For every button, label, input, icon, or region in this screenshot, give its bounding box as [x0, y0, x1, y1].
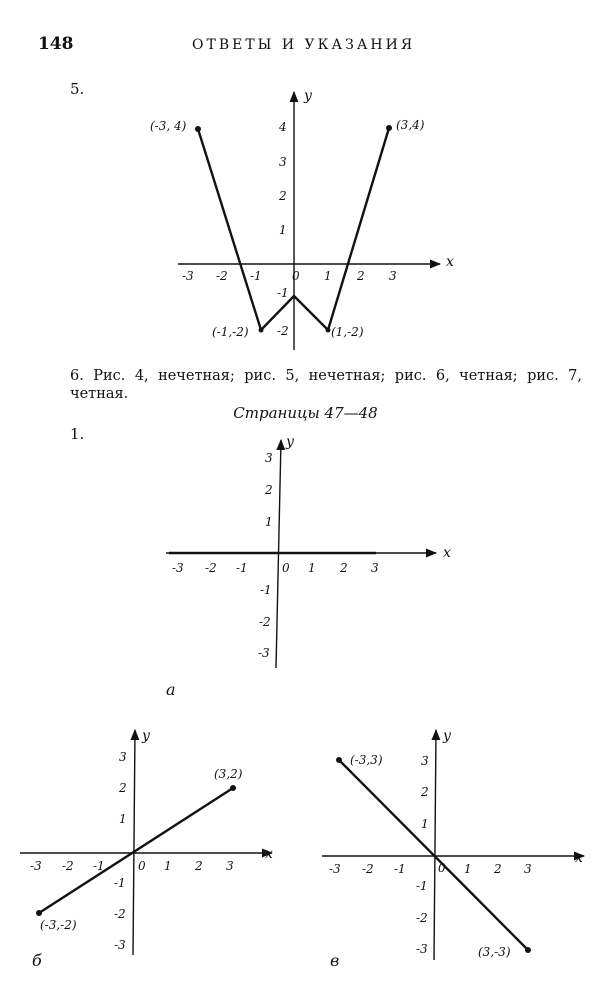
x-tick-label: -3 — [30, 859, 42, 873]
origin-label: 0 — [138, 859, 146, 873]
y-axis-label: y — [286, 434, 294, 450]
point-label: (-3,3) — [350, 753, 383, 767]
section-title: Страницы 47—48 — [233, 404, 378, 422]
x-tick-label: -1 — [394, 862, 406, 876]
y-tick-label: 3 — [265, 451, 273, 465]
point-label: (-3, 4) — [150, 119, 187, 133]
x-axis-label: x — [446, 254, 454, 270]
y-tick-label: -1 — [416, 879, 428, 893]
y-tick-label: 1 — [119, 812, 127, 826]
problem-1-number: 1. — [70, 425, 85, 443]
x-tick-label: -3 — [329, 862, 341, 876]
vertex-dot — [326, 328, 331, 333]
x-tick-label: 3 — [371, 561, 379, 575]
point-label: (-3,-2) — [40, 918, 77, 932]
figure-problem-5 — [150, 88, 454, 350]
vertex-dot — [259, 328, 264, 333]
endpoint-dot — [230, 785, 236, 791]
x-tick-label: -1 — [236, 561, 248, 575]
x-tick-label: 2 — [195, 859, 203, 873]
endpoint-dot — [525, 947, 531, 953]
problem-5-number: 5. — [70, 80, 85, 98]
x-tick-label: 2 — [357, 269, 365, 283]
point-label: (-1,-2) — [212, 325, 249, 339]
running-head: ОТВЕТЫ И УКАЗАНИЯ — [192, 37, 416, 53]
endpoint-dot — [195, 126, 201, 132]
answer-6-text: 6. Рис. 4, нечетная; рис. 5, нечетная; рис. 6, четная; рис. 7, четная. — [70, 368, 582, 402]
y-tick-label: -1 — [260, 583, 272, 597]
x-tick-label: -1 — [93, 859, 105, 873]
y-tick-label: -3 — [258, 646, 270, 660]
figure-caption: в — [330, 951, 340, 970]
x-tick-label: -2 — [216, 269, 228, 283]
endpoint-dot — [386, 125, 392, 131]
y-tick-label: -2 — [277, 324, 289, 338]
y-tick-label: 1 — [279, 223, 287, 237]
x-tick-label: 1 — [164, 859, 172, 873]
y-axis — [133, 730, 135, 955]
y-tick-label: -2 — [259, 615, 271, 629]
y-tick-label: -3 — [416, 942, 428, 956]
page-number: 148 — [38, 34, 74, 54]
y-tick-label: 3 — [119, 750, 127, 764]
y-axis-label: y — [443, 728, 451, 744]
point-label: (3,-3) — [478, 945, 511, 959]
y-tick-label: 3 — [279, 155, 287, 169]
y-tick-label: 1 — [421, 817, 429, 831]
x-tick-label: -2 — [62, 859, 74, 873]
y-tick-label: 2 — [279, 189, 287, 203]
y-tick-label: -2 — [416, 911, 428, 925]
point-label: (1,-2) — [331, 325, 364, 339]
x-tick-label: -1 — [250, 269, 262, 283]
x-tick-label: -3 — [182, 269, 194, 283]
x-tick-label: -2 — [362, 862, 374, 876]
x-tick-label: 1 — [308, 561, 316, 575]
x-axis-label: x — [265, 846, 273, 862]
point-label: (3,4) — [396, 118, 425, 132]
endpoint-dot — [336, 757, 342, 763]
endpoint-dot — [36, 910, 42, 916]
figure-b — [20, 728, 273, 970]
y-tick-label: 4 — [279, 120, 287, 134]
figure-c — [322, 728, 584, 970]
x-tick-label: 2 — [494, 862, 502, 876]
y-tick-label: -3 — [114, 938, 126, 952]
y-tick-label: 3 — [421, 754, 429, 768]
y-tick-label: 1 — [265, 515, 273, 529]
x-axis-label: x — [443, 545, 451, 561]
graph-segment — [339, 760, 528, 950]
y-tick-label: -1 — [114, 876, 126, 890]
origin-label: 0 — [438, 861, 446, 875]
point-label: (3,2) — [214, 767, 243, 781]
y-tick-label: 2 — [421, 785, 429, 799]
figure-caption: а — [166, 680, 176, 699]
x-tick-label: 1 — [464, 862, 472, 876]
figure-caption: б — [32, 951, 42, 970]
y-axis-label: y — [304, 88, 312, 104]
x-tick-label: -2 — [205, 561, 217, 575]
x-tick-label: 3 — [524, 862, 532, 876]
x-tick-label: -3 — [172, 561, 184, 575]
y-tick-label: 2 — [265, 483, 273, 497]
graph-segment — [39, 788, 233, 913]
y-tick-label: -1 — [277, 286, 289, 300]
x-axis-label: x — [575, 850, 583, 866]
x-tick-label: 1 — [324, 269, 332, 283]
figure-a — [166, 434, 451, 699]
y-tick-label: -2 — [114, 907, 126, 921]
origin-label: 0 — [282, 561, 290, 575]
origin-label: 0 — [292, 269, 300, 283]
y-axis-label: y — [142, 728, 150, 744]
x-tick-label: 3 — [226, 859, 234, 873]
x-tick-label: 2 — [340, 561, 348, 575]
y-tick-label: 2 — [119, 781, 127, 795]
y-axis — [434, 730, 436, 960]
x-tick-label: 3 — [389, 269, 397, 283]
